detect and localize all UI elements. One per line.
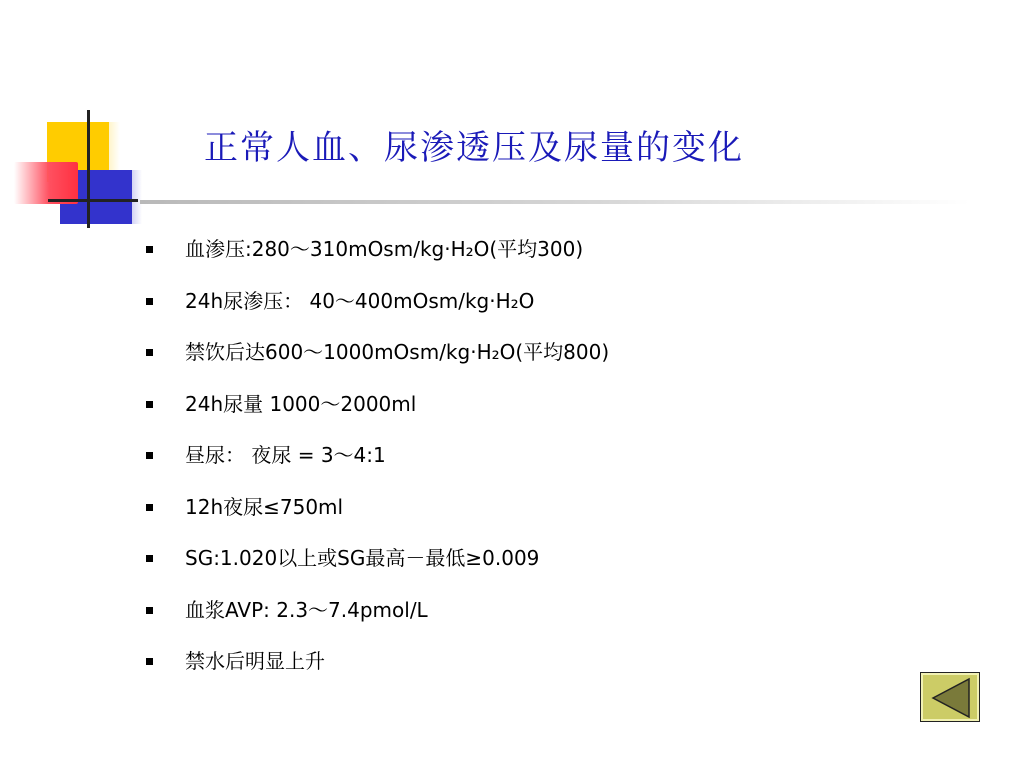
- red-square: [14, 162, 78, 204]
- list-item: [146, 377, 609, 429]
- bullet-square-icon: [146, 349, 153, 356]
- bullet-list: [146, 222, 609, 686]
- list-item: [146, 531, 609, 583]
- bullet-text: 禁水后明显上升: [185, 649, 325, 674]
- list-item: [146, 583, 609, 635]
- slide-title: 正常人血、尿渗透压及尿量的变化: [204, 128, 744, 168]
- logo-decoration: [0, 0, 160, 240]
- bullet-text: 24h尿渗压： 40～400mOsm/kg·H₂O: [185, 288, 535, 313]
- bullet-text: SG:1.020以上或SG最高－最低≥0.009: [185, 546, 540, 571]
- bullet-text: 禁饮后达600～1000mOsm/kg·H₂O(平均800): [185, 340, 610, 365]
- triangle-left-icon: [921, 673, 981, 723]
- bullet-square-icon: [146, 658, 153, 665]
- list-item: [146, 634, 609, 686]
- bullet-text: 血浆AVP: 2.3～7.4pmol/L: [185, 597, 428, 622]
- bullet-square-icon: [146, 555, 153, 562]
- list-item: [146, 428, 609, 480]
- bullet-text: 血渗压:280～310mOsm/kg·H₂O(平均300): [185, 237, 584, 262]
- list-item: [146, 325, 609, 377]
- bullet-square-icon: [146, 607, 153, 614]
- title-underline: [140, 200, 970, 204]
- bullet-square-icon: [146, 401, 153, 408]
- list-item: [146, 222, 609, 274]
- bullet-text: 12h夜尿≤750ml: [185, 494, 344, 519]
- vertical-line: [87, 110, 90, 228]
- bullet-text: 24h尿量 1000～2000ml: [185, 391, 417, 416]
- horizontal-line: [48, 199, 138, 202]
- list-item: [146, 480, 609, 532]
- bullet-square-icon: [146, 504, 153, 511]
- bullet-square-icon: [146, 452, 153, 459]
- bullet-square-icon: [146, 246, 153, 253]
- bullet-text: 昼尿： 夜尿 = 3～4:1: [185, 443, 386, 468]
- blue-square-fade: [100, 170, 142, 224]
- bullet-square-icon: [146, 298, 153, 305]
- list-item: [146, 274, 609, 326]
- previous-slide-button[interactable]: [920, 672, 980, 722]
